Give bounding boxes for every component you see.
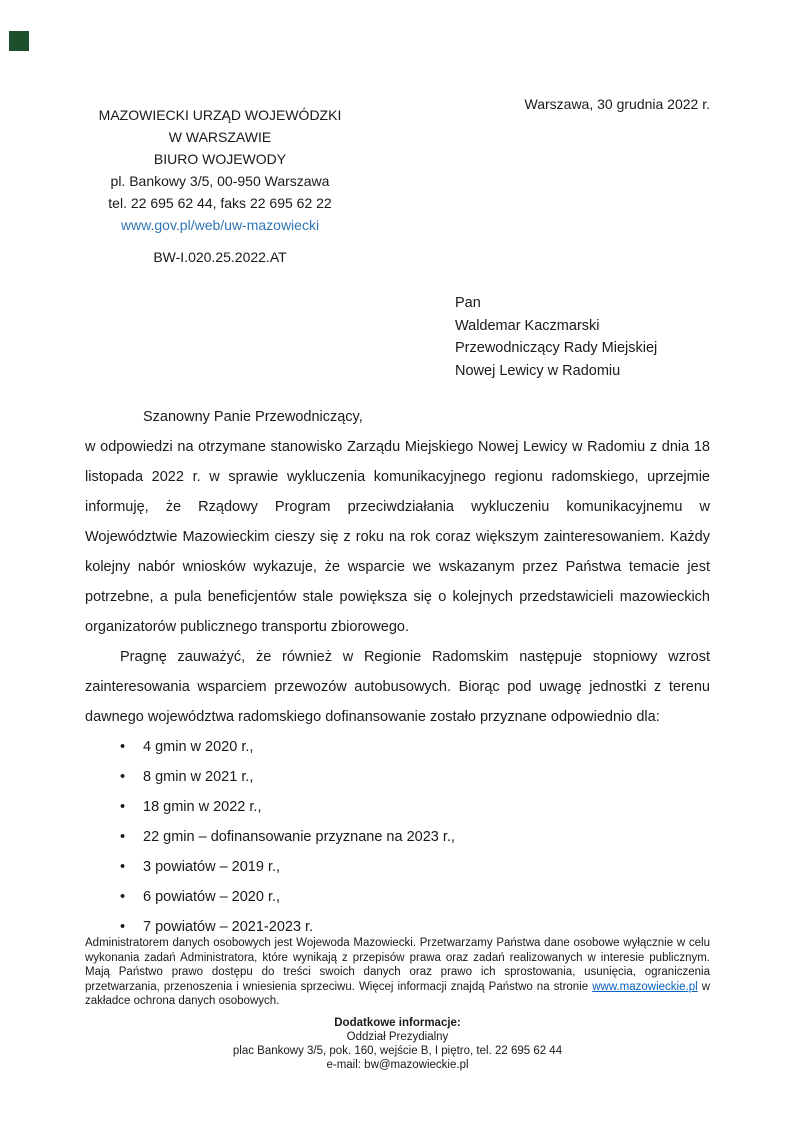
office-letterhead-line: BIURO WOJEWODY bbox=[153, 151, 287, 167]
funding-bullet-item: • 3 powiatów – 2019 r., bbox=[85, 852, 710, 882]
funding-bullet-item: • 22 gmin – dofinansowanie przyznane na 2023 r., bbox=[85, 822, 710, 852]
office-letterhead bbox=[95, 104, 345, 268]
recipient-line: Przewodniczący Rady Miejskiej bbox=[455, 340, 658, 356]
additional-info-line: e-mail: bw@mazowieckie.pl bbox=[326, 1058, 469, 1071]
additional-info-line: Oddział Prezydialny bbox=[346, 1030, 449, 1043]
additional-info-line: plac Bankowy 3/5, pok. 160, wejście B, I piętro, tel. 22 695 62 44 bbox=[232, 1044, 563, 1057]
recipient-line: Pan bbox=[455, 295, 481, 311]
recipient-block bbox=[455, 292, 657, 382]
recipient-line: Waldemar Kaczmarski bbox=[455, 317, 600, 334]
mazowieckie-website-link[interactable]: www.mazowieckie.pl bbox=[592, 980, 698, 993]
office-letterhead-line: MAZOWIECKI URZĄD WOJEWÓDZKI bbox=[98, 107, 342, 123]
office-letterhead-line: pl. Bankowy 3/5, 00-950 Warszawa bbox=[110, 173, 330, 189]
funding-bullet-list bbox=[85, 732, 710, 942]
body-paragraph-1: w odpowiedzi na otrzymane stanowisko Zarządu Miejskiego Nowej Lewicy w Radomiu z dnia 18 listopada 2022 r. w sprawie wykluczenia komunikacyjnego regionu radomskiego, uprzejmie informuję, że Rządowy Program przeciwdziałania wykluczeniu komunikacyjnemu w Województwie Mazowieckim cieszy się z roku na rok coraz większym zainteresowaniem. Każdy kolejny nabór wniosków wykazuje, że wsparcie we wskazanym przez Państwa temacie jest potrzebne, a pula beneficjentów stale powiększa się o kolejnych przedstawicieli mazowieckich organizatorów publicznego transportu zbiorowego. bbox=[85, 439, 710, 635]
reference-number: BW-I.020.25.2022.AT bbox=[153, 249, 287, 265]
additional-info-block bbox=[85, 1016, 710, 1072]
letter-footer bbox=[85, 936, 710, 1072]
green-corner-marker bbox=[9, 31, 29, 51]
funding-bullet-item: • 7 powiatów – 2021-2023 r. bbox=[85, 912, 710, 942]
office-website-link[interactable]: www.gov.pl/web/uw-mazowiecki bbox=[120, 217, 320, 233]
salutation: Szanowny Panie Przewodniczący, bbox=[143, 409, 363, 425]
office-lines bbox=[95, 104, 345, 214]
funding-bullet-item: • 8 gmin w 2021 r., bbox=[85, 762, 710, 792]
office-letterhead-line: tel. 22 695 62 44, faks 22 695 62 22 bbox=[108, 195, 332, 211]
data-protection-notice bbox=[85, 936, 710, 1009]
data-protection-text-after: w zakładce ochrona danych osobowych. bbox=[85, 980, 710, 1008]
letter-body bbox=[85, 402, 710, 942]
additional-info-heading: Dodatkowe informacje: bbox=[334, 1016, 461, 1029]
funding-bullet-item: • 18 gmin w 2022 r., bbox=[85, 792, 710, 822]
body-paragraph-2: Pragnę zauważyć, że również w Regionie Radomskim następuje stopniowy wzrost zainteresowania wsparciem przewozów autobusowych. Biorąc pod uwagę jednostki z terenu dawnego województwa radomskiego dofinansowanie zostało przyznane odpowiednio dla: bbox=[85, 649, 710, 725]
letter-date: Warszawa, 30 grudnia 2022 r. bbox=[524, 96, 710, 112]
additional-info-lines bbox=[85, 1030, 710, 1072]
funding-bullet-item: • 6 powiatów – 2020 r., bbox=[85, 882, 710, 912]
data-protection-text-before: Administratorem danych osobowych jest Wojewoda Mazowiecki. Przetwarzamy Państwa dane osobowe wyłącznie w celu wykonania zadań Administratora, które wynikają z przepisów prawa oraz zadań realizowanych w interesie publicznym. Mają Państwo prawo dostępu do treści swoich danych oraz prawo ich sprostowania, usunięcia, ograniczenia przetwarzania, przenoszenia i wniesienia sprzeciwu. Więcej informacji znajdą Państwo na stronie bbox=[85, 937, 710, 993]
funding-bullet-item: • 4 gmin w 2020 r., bbox=[85, 732, 710, 762]
recipient-line: Nowej Lewicy w Radomiu bbox=[455, 362, 621, 379]
office-letterhead-line: W WARSZAWIE bbox=[168, 129, 272, 145]
